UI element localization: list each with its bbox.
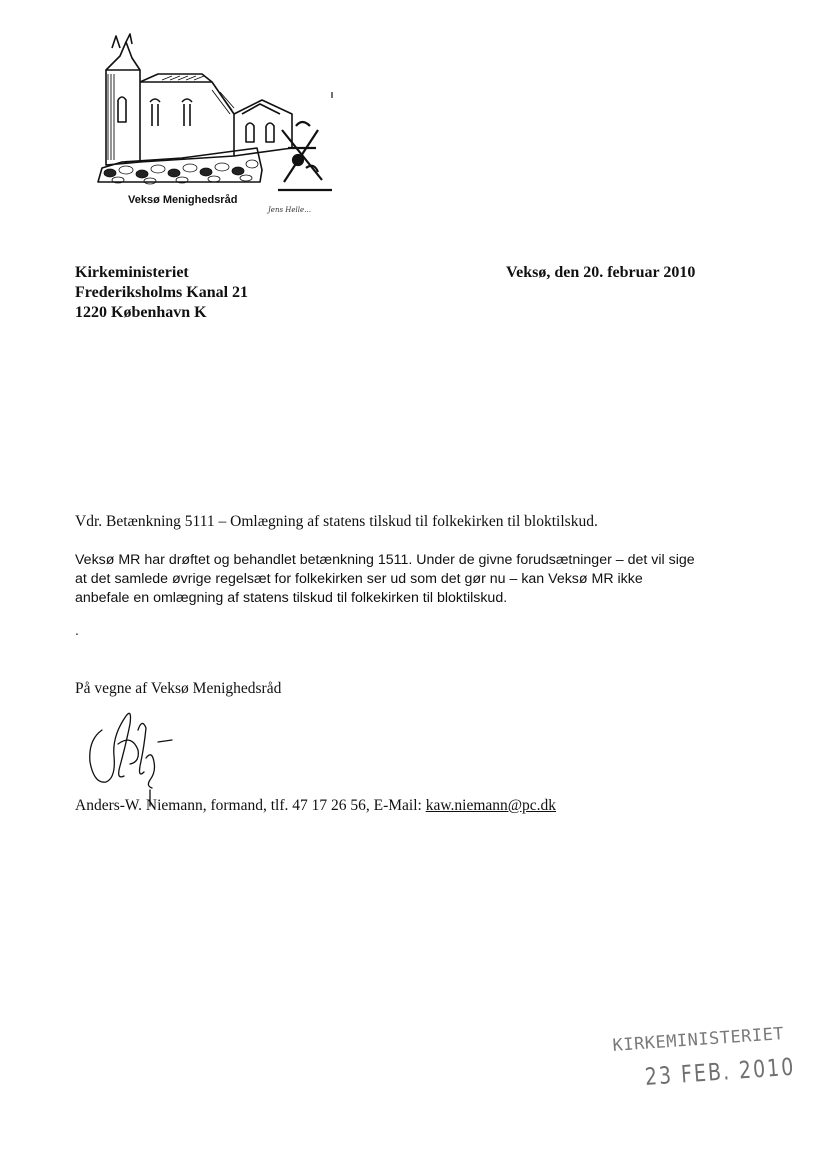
- recipient-address: [75, 263, 248, 323]
- letterhead-org-name: Veksø Menighedsråd: [128, 194, 238, 206]
- body-line-1: Veksø MR har drøftet og behandlet betænkning 1511. Under de givne forudsætninger – det vil sige: [75, 552, 695, 568]
- sender-line: [75, 797, 556, 815]
- letter-body: [75, 551, 765, 608]
- received-stamp: [612, 1023, 797, 1092]
- sender-text: Anders-W. Niemann, formand, tlf. 47 17 26 56, E-Mail:: [75, 797, 426, 814]
- letter-subject: Vdr. Betænkning 5111 – Omlægning af statens tilskud til folkekirken til bloktilskud.: [75, 513, 598, 530]
- letter-date: Veksø, den 20. februar 2010: [506, 264, 696, 281]
- recipient-line-3: 1220 København K: [75, 304, 207, 321]
- stray-mark: .: [75, 622, 79, 638]
- artist-signature: Jens Helle…: [268, 206, 312, 214]
- body-line-2: at det samlede øvrige regelsæt for folkekirken ser ud som det gør nu – kan Veksø MR ikke: [75, 571, 643, 587]
- recipient-line-1: Kirkeministeriet: [75, 264, 189, 281]
- recipient-line-2: Frederiksholms Kanal 21: [75, 284, 249, 301]
- closing-line: På vegne af Veksø Menighedsråd: [75, 680, 282, 697]
- stamp-date: 23 FEB. 2010: [644, 1053, 797, 1092]
- stamp-org: KIRKEMINISTERIET: [612, 1024, 785, 1056]
- body-line-3: anbefale en omlægning af statens tilskud til folkekirken til bloktilskud.: [75, 590, 508, 606]
- sender-email-link[interactable]: kaw.niemann@pc.dk: [425, 797, 557, 814]
- handwritten-signature: [80, 700, 190, 810]
